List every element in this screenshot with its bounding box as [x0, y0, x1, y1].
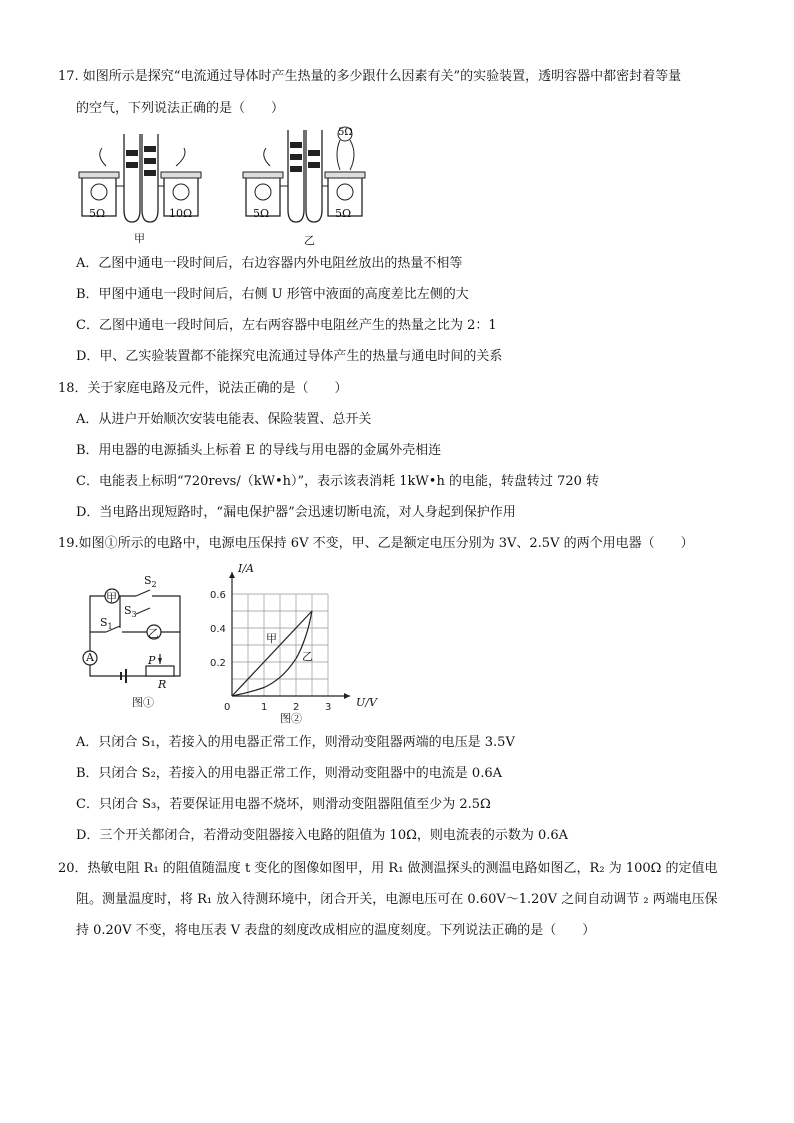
- q18-option-b: B．用电器的电源插头上标着 E 的导线与用电器的金属外壳相连: [76, 443, 442, 458]
- ammeter-label: A: [86, 651, 94, 664]
- x-tick-label: 1: [261, 702, 268, 713]
- q19-option-c: C．只闭合 S₃，若要保证用电器不烧坏，则滑动变阻器阻值至少为 2.5Ω: [76, 797, 491, 812]
- y-tick-label: 0.6: [210, 590, 226, 601]
- y-tick-label: 0.4: [210, 624, 226, 635]
- circuit-schematic: [80, 570, 190, 710]
- slider-p-label: P: [148, 654, 156, 667]
- q17-option-d: D．甲、乙实验装置都不能探究电流通过导体产生的热量与通电时间的关系: [76, 349, 503, 364]
- figure-caption-jia: 甲: [134, 232, 145, 245]
- q18-option-c: C．电能表上标明“720revs/（kW•h）”，表示该表消耗 1kW•h 的电能，转盘转过 720 转: [76, 474, 600, 489]
- q19-iu-graph: [206, 558, 386, 726]
- q20-line2: 阻。测量温度时，将 R₁ 放入待测环境中，闭合开关，电源电压可在 0.60V～1.20V 之间自动调节 ₂ 两端电压保: [76, 892, 718, 907]
- q19-option-d: D．三个开关都闭合，若滑动变阻器接入电路的阻值为 10Ω，则电流表的示数为 0.6A: [76, 828, 569, 843]
- switch-s1-label: $S_1$: [100, 616, 113, 632]
- curve-jia-label: 甲: [266, 632, 277, 645]
- x-tick-label: 3: [325, 702, 332, 713]
- curve-yi-label: 乙: [302, 650, 313, 663]
- resistor-label-left: 5Ω: [89, 207, 106, 220]
- q17-figure-yi: [240, 124, 380, 248]
- q20-line1: 20．热敏电阻 R₁ 的阻值随温度 t 变化的图像如图甲，用 R₁ 做测温探头的测温电路如图乙，R₂ 为 100Ω 的定值电: [58, 861, 718, 876]
- q19-option-a: A．只闭合 S₁，若接入的用电器正常工作，则滑动变阻器两端的电压是 3.5V: [76, 735, 515, 750]
- q19-circuit-diagram: [80, 570, 190, 710]
- y-axis-label: I/A: [238, 562, 254, 575]
- resistor-label-left: 5Ω: [253, 207, 270, 220]
- graph-caption: 图②: [280, 712, 302, 725]
- q17-option-b: B．甲图中通电一段时间后，右侧 U 形管中液面的高度差比左侧的大: [76, 287, 469, 302]
- q17-figure-jia: [76, 126, 206, 246]
- q17-stem-line1: 17. 如图所示是探究“电流通过导体时产生热量的多少跟什么因素有关”的实验装置，透明容器中都密封着等量: [58, 69, 682, 84]
- resistor-label-outside: 5Ω: [338, 127, 353, 138]
- figure-caption-yi: 乙: [304, 234, 315, 247]
- q19-option-b: B．只闭合 S₂，若接入的用电器正常工作，则滑动变阻器中的电流是 0.6A: [76, 766, 502, 781]
- resistor-label-right: 5Ω: [335, 207, 352, 220]
- q18-stem: 18．关于家庭电路及元件，说法正确的是（ ）: [58, 381, 348, 396]
- x-tick-label: 2: [293, 702, 300, 713]
- y-axis-arrow: [229, 572, 235, 578]
- y-tick-label: 0.2: [210, 658, 226, 669]
- x-tick-label: 0: [224, 702, 231, 713]
- circuit-caption: 图①: [132, 696, 154, 709]
- q18-option-a: A．从进户开始顺次安装电能表、保险装置、总开关: [76, 412, 372, 427]
- x-axis-arrow: [344, 693, 350, 699]
- device-jia-label: 甲: [106, 591, 117, 604]
- q20-line3: 持 0.20V 不变，将电压表 V 表盘的刻度改成相应的温度刻度。下列说法正确的是（ ）: [76, 923, 596, 938]
- u-tube-apparatus-jia: [76, 126, 206, 246]
- q19-stem: 19.如图①所示的电路中，电源电压保持 6V 不变，甲、乙是额定电压分别为 3V、2.5V 的两个用电器（ ）: [58, 536, 694, 551]
- u-tube-apparatus-yi: [240, 124, 380, 248]
- q17-option-c: C．乙图中通电一段时间后，左右两容器中电阻丝产生的热量之比为 2：1: [76, 318, 497, 333]
- resistor-label-right: 10Ω: [169, 207, 193, 220]
- rheostat-r-label: R: [158, 678, 167, 691]
- q17-stem-line2: 的空气，下列说法正确的是（ ）: [76, 101, 285, 116]
- device-yi-label: 乙: [148, 627, 159, 640]
- q17-option-a: A．乙图中通电一段时间后，右边容器内外电阻丝放出的热量不相等: [76, 256, 463, 271]
- q18-option-d: D．当电路出现短路时，“漏电保护器”会迅速切断电流，对人身起到保护作用: [76, 505, 516, 520]
- switch-s2-label: $S_2$: [144, 574, 157, 590]
- switch-s3-label: $S_3$: [124, 604, 137, 620]
- x-axis-label: U/V: [356, 696, 377, 709]
